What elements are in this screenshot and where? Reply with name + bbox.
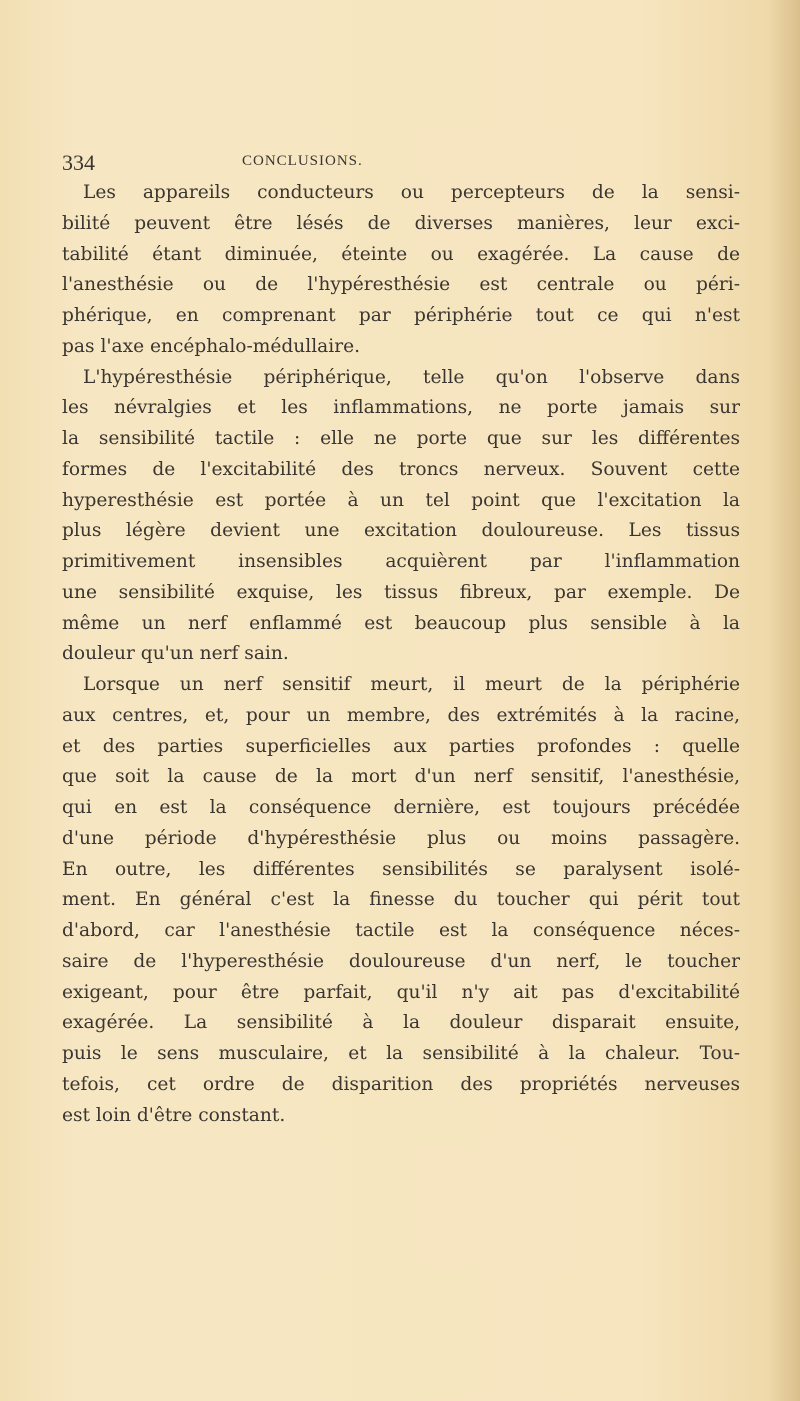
text-line: qui en est la conséquence dernière, est toujours précédée xyxy=(62,797,740,818)
text-line: puis le sens musculaire, et la sensibilité à la chaleur. Tou- xyxy=(62,1043,740,1064)
text-line: tabilité étant diminuée, éteinte ou exagérée. La cause de xyxy=(62,243,740,265)
text-line: hyperesthésie est portée à un tel point que l'excitation la xyxy=(62,489,740,511)
text-line: L'hypéresthésie périphérique, telle qu'on l'observe dans xyxy=(83,366,740,388)
text-line: exigeant, pour être parfait, qu'il n'y ait pas d'excitabilité xyxy=(62,981,740,1003)
text-line: saire de l'hyperesthésie douloureuse d'un nerf, le toucher xyxy=(62,950,740,972)
page-header xyxy=(62,150,742,174)
text-line: la sensibilité tactile : elle ne porte que sur les différentes xyxy=(62,428,740,449)
text-line: douleur qu'un nerf sain. xyxy=(62,643,289,665)
text-line: même un nerf enflammé est beaucoup plus sensible à la xyxy=(62,612,740,634)
text-line: les névralgies et les inflammations, ne porte jamais sur xyxy=(62,397,740,419)
text-line: l'anesthésie ou de l'hypéresthésie est centrale ou péri- xyxy=(62,274,740,296)
text-line: est loin d'être constant. xyxy=(62,1104,286,1126)
page-number: 334 xyxy=(62,150,95,175)
text-line: primitivement insensibles acquièrent par l'inflammation xyxy=(62,551,740,572)
running-title: CONCLUSIONS. xyxy=(242,153,363,169)
text-line: tefois, cet ordre de disparition des propriétés nerveuses xyxy=(62,1073,740,1095)
text-line: et des parties superficielles aux parties profondes : quelle xyxy=(62,735,740,757)
text-line: ment. En général c'est la finesse du toucher qui périt tout xyxy=(62,889,740,911)
text-line: aux centres, et, pour un membre, des extrémités à la racine, xyxy=(62,704,740,726)
text-line: que soit la cause de la mort d'un nerf sensitif, l'anesthésie, xyxy=(62,766,740,788)
text-line: En outre, les différentes sensibilités se paralysent isolé- xyxy=(62,858,740,880)
text-line: Les appareils conducteurs ou percepteurs de la sensi- xyxy=(83,182,740,203)
text-line: pas l'axe encéphalo-médullaire. xyxy=(62,335,361,357)
text-line: bilité peuvent être lésés de diverses manières, leur exci- xyxy=(62,212,740,234)
text-line: Lorsque un nerf sensitif meurt, il meurt de la périphérie xyxy=(83,674,740,695)
text-line: phérique, en comprenant par périphérie tout ce qui n'est xyxy=(62,305,740,326)
text-line: plus légère devient une excitation douloureuse. Les tissus xyxy=(62,520,740,542)
text-line: exagérée. La sensibilité à la douleur disparait ensuite, xyxy=(62,1012,740,1034)
text-line: d'abord, car l'anesthésie tactile est la conséquence néces- xyxy=(62,920,740,941)
text-line: une sensibilité exquise, les tissus fibreux, par exemple. De xyxy=(62,581,740,603)
text-line: d'une période d'hypéresthésie plus ou moins passagère. xyxy=(62,827,740,849)
text-line: formes de l'excitabilité des troncs nerveux. Souvent cette xyxy=(62,458,740,480)
body-text xyxy=(62,178,740,1131)
